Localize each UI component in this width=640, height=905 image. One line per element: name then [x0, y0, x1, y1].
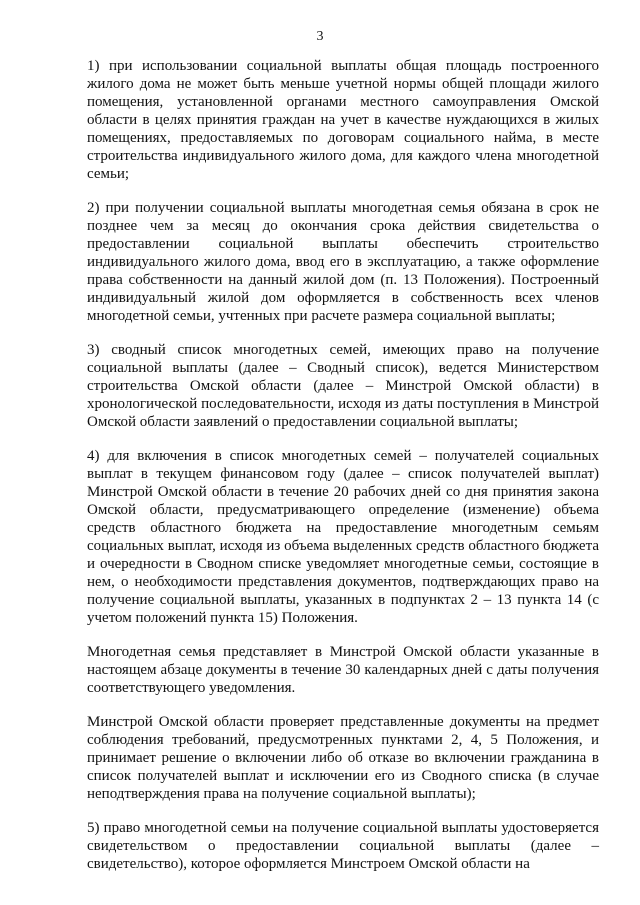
- page-number: 3: [316, 29, 324, 44]
- paragraph-item-1: 1) при использовании социальной выплаты общая площадь построенного жилого дома не может быть меньше учетной нормы общей площади жилого помещения, установленной органами местного самоуправления Омской области в целях принятия граждан на учет в качестве нуждающихся в жилых помещениях, предоставляемых по договорам социального найма, в месте строительства индивидуального жилого дома, для каждого члена многодетной семьи;: [87, 58, 599, 182]
- paragraph-documents-deadline: Многодетная семья представляет в Минстрой Омской области указанные в настоящем абзаце документы в течение 30 календарных дней с даты получения соответствующего уведомления.: [87, 644, 599, 696]
- paragraph-item-4: 4) для включения в список многодетных семей – получателей социальных выплат в текущем финансовом году (далее – список получателей выплат) Минстрой Омской области в течение 20 рабочих дней со дня принятия закона Омской области, предусматривающего определение (изменение) объема средств областного бюджета на предоставление многодетным семьям социальных выплат, исходя из объема выделенных средств областного бюджета и очередности в Сводном списке уведомляет многодетные семьи, состоящие в нем, о необходимости представления документов, подтверждающих право на получение социальной выплаты, указанных в подпунктах 2 – 13 пункта 14 (с учетом положений пункта 15) Положения.: [87, 448, 599, 626]
- paragraph-documents-check: Минстрой Омской области проверяет представленные документы на предмет соблюдения требований, предусмотренных пунктами 2, 4, 5 Положения, и принимает решение о включении либо об отказе во включении гражданина в список получателей выплат и исключении его из Сводного списка (в случае неподтверждения права на получение социальной выплаты);: [87, 714, 599, 802]
- paragraph-item-5: 5) право многодетной семьи на получение социальной выплаты удостоверяется свидетельством о предоставлении социальной выплаты (далее – свидетельство), которое оформляется Минстроем Омской области на: [87, 820, 599, 872]
- paragraph-item-3: 3) сводный список многодетных семей, имеющих право на получение социальной выплаты (далее – Сводный список), ведется Министерством строительства Омской области (далее – Минстрой Омской области) в хронологической последовательности, исходя из даты поступления в Минстрой Омской области заявлений о предоставлении социальной выплаты;: [87, 342, 599, 430]
- document-body: [87, 57, 599, 873]
- paragraph-item-2: 2) при получении социальной выплаты многодетная семья обязана в срок не позднее чем за месяц до окончания срока действия свидетельства о предоставлении социальной выплаты обеспечить строительство индивидуального жилого дома, ввод его в эксплуатацию, а также оформление права собственности на данный жилой дом (п. 13 Положения). Построенный индивидуальный жилой дом оформляется в собственность всех членов многодетной семьи, учтенных при расчете размера социальной выплаты;: [87, 200, 599, 324]
